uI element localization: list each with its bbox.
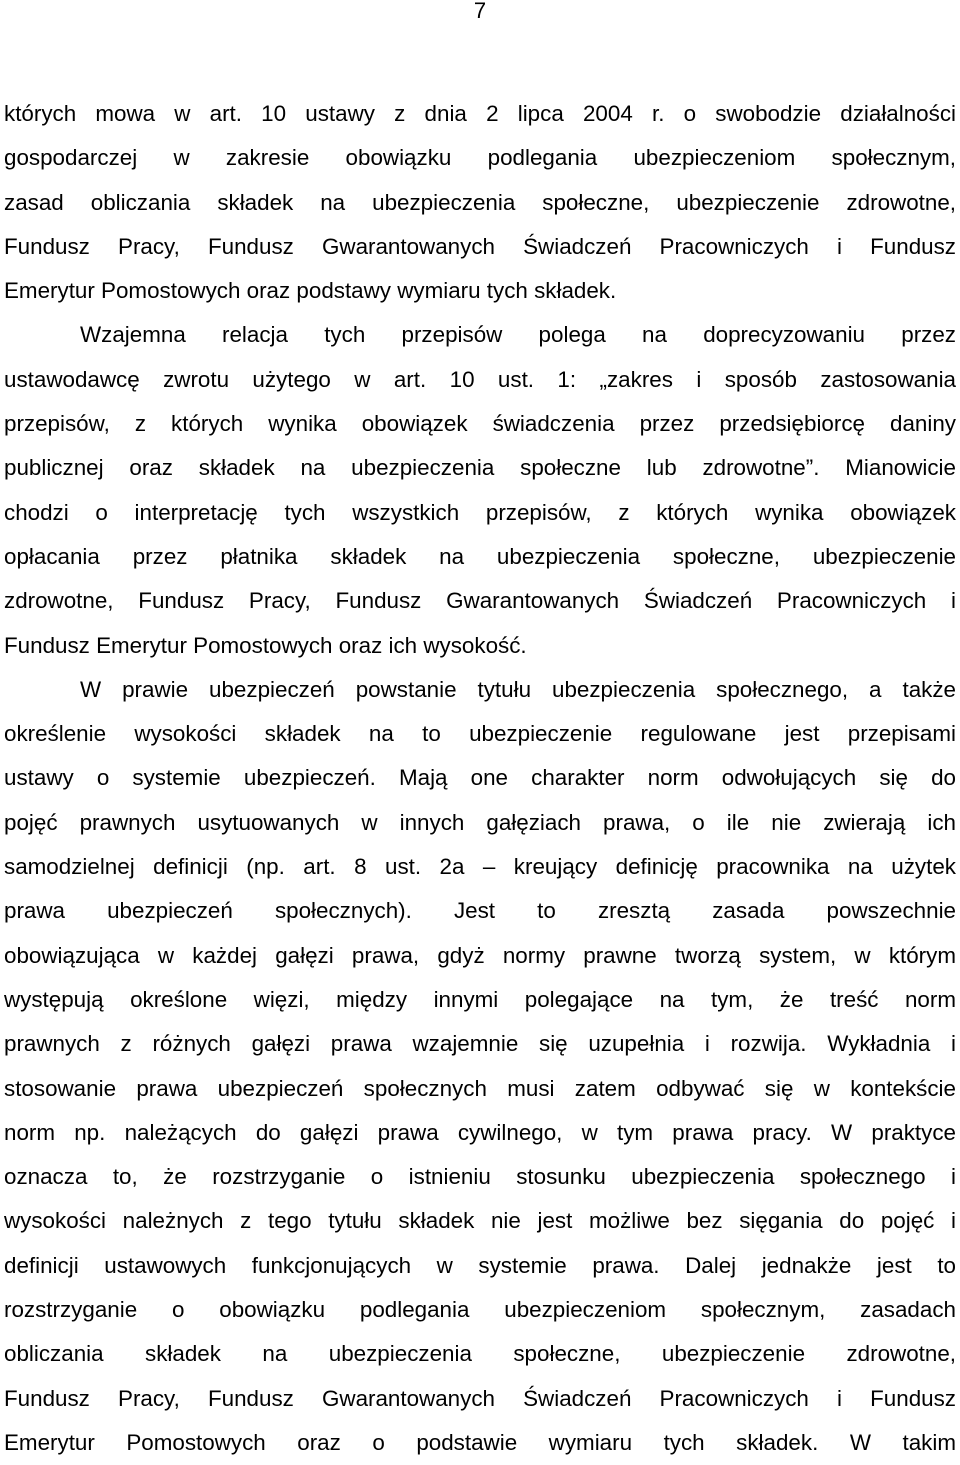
text-line: stosowanie prawa ubezpieczeń społecznych musi zatem odbywać się w kontekście: [4, 1075, 956, 1101]
text-line: których mowa w art. 10 ustawy z dnia 2 lipca 2004 r. o swobodzie działalności: [4, 101, 956, 126]
text-line: zasad obliczania składek na ubezpieczenia społeczne, ubezpieczenie zdrowotne,: [4, 189, 956, 215]
text-line: ustawy o systemie ubezpieczeń. Mają one charakter norm odwołujących się do: [4, 765, 956, 791]
text-line: Fundusz Emerytur Pomostowych oraz ich wysokość.: [4, 632, 527, 658]
text-line: Fundusz Pracy, Fundusz Gwarantowanych Świadczeń Pracowniczych i Fundusz: [4, 1385, 956, 1411]
text-line: Fundusz Pracy, Fundusz Gwarantowanych Świadczeń Pracowniczych i Fundusz: [4, 233, 956, 259]
text-line: samodzielnej definicji (np. art. 8 ust. 2a – kreujący definicję pracownika na użytek: [4, 854, 956, 880]
text-line: rozstrzyganie o obowiązku podlegania ubezpieczeniom społecznym, zasadach: [4, 1297, 956, 1323]
paragraph-1: [4, 92, 956, 313]
text-line: Wzajemna relacja tych przepisów polega na doprecyzowaniu przez: [80, 322, 956, 348]
text-line: ustawodawcę zwrotu użytego w art. 10 ust. 1: „zakres i sposób zastosowania: [4, 366, 956, 392]
text-line: obliczania składek na ubezpieczenia społeczne, ubezpieczenie zdrowotne,: [4, 1341, 956, 1367]
text-line: opłacania przez płatnika składek na ubezpieczenia społeczne, ubezpieczenie: [4, 543, 956, 569]
paragraph-2: [4, 313, 956, 667]
paragraph-3: [4, 668, 956, 1465]
text-line: publicznej oraz składek na ubezpieczenia społeczne lub zdrowotne”. Mianowicie: [4, 455, 956, 481]
text-line: wysokości należnych z tego tytułu składek nie jest możliwe bez sięgania do pojęć i: [4, 1208, 956, 1234]
text-line: chodzi o interpretację tych wszystkich przepisów, z których wynika obowiązek: [4, 499, 956, 525]
text-line: pojęć prawnych usytuowanych w innych gałęziach prawa, o ile nie zwierają ich: [4, 809, 956, 835]
document-body: [4, 92, 956, 1465]
text-line: prawa ubezpieczeń społecznych). Jest to zresztą zasada powszechnie: [4, 898, 956, 924]
text-line: obowiązująca w każdej gałęzi prawa, gdyż normy prawne tworzą system, w którym: [4, 942, 956, 968]
text-line: W prawie ubezpieczeń powstanie tytułu ubezpieczenia społecznego, a także: [80, 676, 956, 702]
text-line: przepisów, z których wynika obowiązek świadczenia przez przedsiębiorcę daniny: [4, 411, 956, 437]
text-line: Emerytur Pomostowych oraz podstawy wymiaru tych składek.: [4, 278, 617, 304]
text-line: oznacza to, że rozstrzyganie o istnieniu stosunku ubezpieczenia społecznego i: [4, 1164, 956, 1190]
text-line: definicji ustawowych funkcjonujących w systemie prawa. Dalej jednakże jest to: [4, 1252, 956, 1278]
text-line: gospodarczej w zakresie obowiązku podlegania ubezpieczeniom społecznym,: [4, 145, 956, 171]
page-number: 7: [473, 0, 487, 23]
text-line: Emerytur Pomostowych oraz o podstawie wymiaru tych składek. W takim: [4, 1429, 956, 1455]
text-line: występują określone więzi, między innymi polegające na tym, że treść norm: [4, 986, 956, 1012]
text-line: norm np. należących do gałęzi prawa cywilnego, w tym prawa pracy. W praktyce: [4, 1119, 956, 1145]
text-line: zdrowotne, Fundusz Pracy, Fundusz Gwarantowanych Świadczeń Pracowniczych i: [4, 588, 956, 614]
text-line: określenie wysokości składek na to ubezpieczenie regulowane jest przepisami: [4, 721, 956, 747]
text-line: prawnych z różnych gałęzi prawa wzajemnie się uzupełnia i rozwija. Wykładnia i: [4, 1031, 956, 1057]
